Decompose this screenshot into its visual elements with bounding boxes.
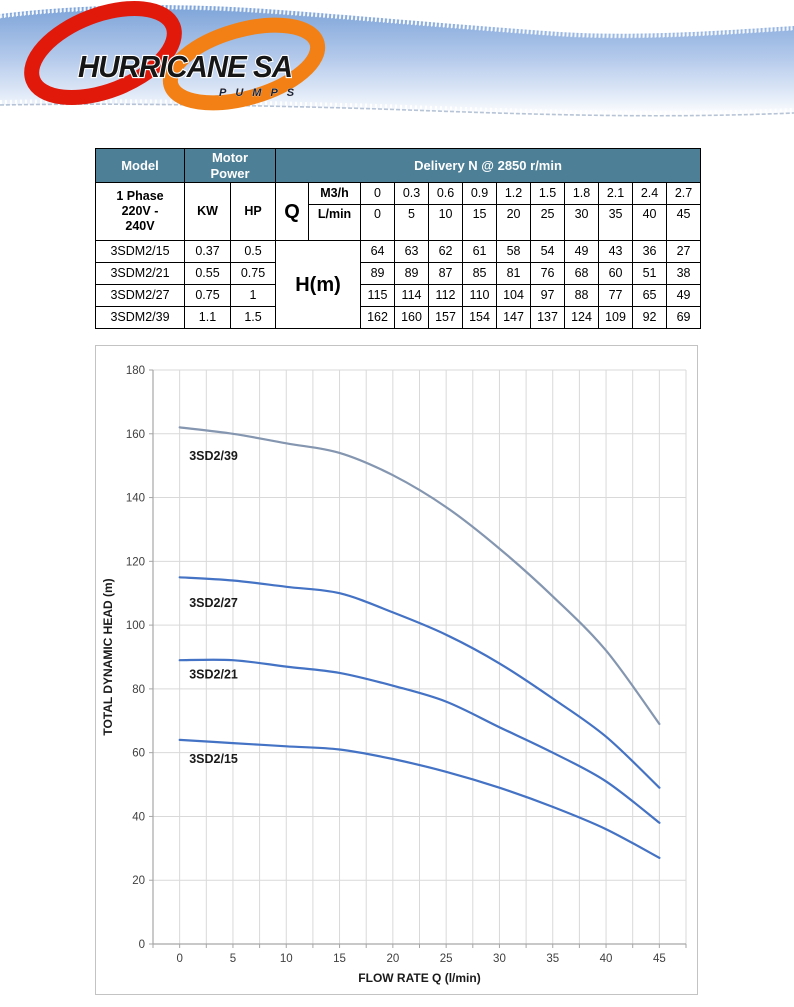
x-tick-label: 5 bbox=[229, 953, 237, 965]
lmin-value-cell: 0 bbox=[361, 205, 395, 241]
y-tick-label: 80 bbox=[132, 683, 145, 696]
head-value-cell: 51 bbox=[633, 263, 667, 285]
x-tick-label: 30 bbox=[493, 953, 506, 965]
m3h-value-cell: 1.8 bbox=[565, 183, 599, 205]
hp-cell: 1 bbox=[231, 285, 276, 307]
hp-cell: 0.75 bbox=[231, 263, 276, 285]
header-m3h: M3/h bbox=[309, 183, 361, 205]
kw-cell: 0.75 bbox=[185, 285, 231, 307]
lmin-value-cell: 5 bbox=[395, 205, 429, 241]
head-value-cell: 58 bbox=[497, 241, 531, 263]
header-q: Q bbox=[276, 183, 309, 241]
x-tick-label: 10 bbox=[279, 953, 293, 965]
header-phase-line: 240V bbox=[125, 219, 155, 233]
head-value-cell: 109 bbox=[599, 307, 633, 329]
pump-curves-chart bbox=[95, 345, 698, 995]
head-value-cell: 68 bbox=[565, 263, 599, 285]
head-value-cell: 88 bbox=[565, 285, 599, 307]
head-value-cell: 54 bbox=[531, 241, 565, 263]
m3h-value-cell: 2.4 bbox=[633, 183, 667, 205]
model-cell: 3SDM2/39 bbox=[96, 307, 185, 329]
head-value-cell: 62 bbox=[429, 241, 463, 263]
brand-banner bbox=[0, 0, 794, 125]
head-value-cell: 97 bbox=[531, 285, 565, 307]
pump-spec-table bbox=[95, 148, 701, 329]
head-value-cell: 110 bbox=[463, 285, 497, 307]
lmin-value-cell: 10 bbox=[429, 205, 463, 241]
head-value-cell: 49 bbox=[667, 285, 701, 307]
head-value-cell: 76 bbox=[531, 263, 565, 285]
header-lmin: L/min bbox=[309, 205, 361, 241]
header-phase-line: 220V - bbox=[121, 204, 159, 218]
head-value-cell: 49 bbox=[565, 241, 599, 263]
head-value-cell: 85 bbox=[463, 263, 497, 285]
lmin-value-cell: 35 bbox=[599, 205, 633, 241]
x-tick-label: 20 bbox=[386, 953, 400, 965]
lmin-value-cell: 20 bbox=[497, 205, 531, 241]
lmin-value-cell: 45 bbox=[667, 205, 701, 241]
head-value-cell: 89 bbox=[395, 263, 429, 285]
x-tick-label: 40 bbox=[599, 953, 613, 965]
series-label-3SD2/21: 3SD2/21 bbox=[189, 667, 238, 682]
brand-banner-graphic bbox=[0, 0, 794, 125]
head-value-cell: 38 bbox=[667, 263, 701, 285]
head-value-cell: 43 bbox=[599, 241, 633, 263]
brand-name: HURRICANE SA bbox=[78, 49, 292, 84]
model-cell: 3SDM2/27 bbox=[96, 285, 185, 307]
head-value-cell: 104 bbox=[497, 285, 531, 307]
m3h-value-cell: 1.5 bbox=[531, 183, 565, 205]
model-cell: 3SDM2/21 bbox=[96, 263, 185, 285]
hp-cell: 1.5 bbox=[231, 307, 276, 329]
lmin-value-cell: 15 bbox=[463, 205, 497, 241]
head-value-cell: 87 bbox=[429, 263, 463, 285]
head-value-cell: 63 bbox=[395, 241, 429, 263]
head-value-cell: 114 bbox=[395, 285, 429, 307]
lmin-value-cell: 30 bbox=[565, 205, 599, 241]
head-value-cell: 137 bbox=[531, 307, 565, 329]
y-tick-label: 180 bbox=[125, 365, 145, 377]
brand-subtitle: PUMPS bbox=[219, 87, 304, 99]
series-label-3SD2/39: 3SD2/39 bbox=[189, 449, 238, 464]
head-value-cell: 160 bbox=[395, 307, 429, 329]
head-value-cell: 61 bbox=[463, 241, 497, 263]
table-row bbox=[96, 285, 701, 307]
m3h-value-cell: 2.7 bbox=[667, 183, 701, 205]
head-value-cell: 81 bbox=[497, 263, 531, 285]
head-value-cell: 157 bbox=[429, 307, 463, 329]
m3h-value-cell: 0.9 bbox=[463, 183, 497, 205]
head-value-cell: 65 bbox=[633, 285, 667, 307]
head-value-cell: 124 bbox=[565, 307, 599, 329]
m3h-value-cell: 0.6 bbox=[429, 183, 463, 205]
m3h-value-cell: 1.2 bbox=[497, 183, 531, 205]
x-tick-label: 0 bbox=[176, 953, 183, 965]
m3h-value-cell: 2.1 bbox=[599, 183, 633, 205]
header-motor-power-line: Motor bbox=[211, 149, 249, 165]
head-value-cell: 154 bbox=[463, 307, 497, 329]
table-row bbox=[96, 263, 701, 285]
head-value-cell: 64 bbox=[361, 241, 395, 263]
header-model: Model bbox=[96, 149, 185, 183]
lmin-value-cell: 25 bbox=[531, 205, 565, 241]
m3h-value-cell: 0.3 bbox=[395, 183, 429, 205]
y-tick-label: 140 bbox=[125, 492, 145, 505]
x-tick-label: 35 bbox=[546, 953, 560, 965]
hp-cell: 0.5 bbox=[231, 241, 276, 263]
x-tick-label: 15 bbox=[333, 953, 346, 965]
y-tick-label: 20 bbox=[132, 875, 145, 888]
y-tick-label: 0 bbox=[138, 939, 145, 951]
header-kw: KW bbox=[185, 183, 231, 241]
header-phase bbox=[96, 183, 185, 241]
y-tick-label: 120 bbox=[125, 556, 145, 569]
head-value-cell: 92 bbox=[633, 307, 667, 329]
head-value-cell: 112 bbox=[429, 285, 463, 307]
y-tick-label: 160 bbox=[125, 428, 145, 441]
x-axis-title: FLOW RATE Q (l/min) bbox=[358, 971, 481, 985]
y-tick-label: 60 bbox=[132, 747, 145, 760]
header-phase-line: 1 Phase bbox=[116, 189, 164, 203]
x-tick-label: 25 bbox=[439, 953, 453, 965]
table-row bbox=[96, 241, 701, 263]
head-value-cell: 36 bbox=[633, 241, 667, 263]
header-hp: HP bbox=[231, 183, 276, 241]
y-tick-label: 40 bbox=[132, 811, 145, 824]
header-motor-power bbox=[185, 149, 276, 183]
lmin-value-cell: 40 bbox=[633, 205, 667, 241]
series-label-3SD2/15: 3SD2/15 bbox=[189, 752, 238, 767]
chart-canvas bbox=[96, 346, 697, 994]
header-hm: H(m) bbox=[276, 241, 361, 329]
head-value-cell: 69 bbox=[667, 307, 701, 329]
head-value-cell: 77 bbox=[599, 285, 633, 307]
kw-cell: 0.37 bbox=[185, 241, 231, 263]
head-value-cell: 115 bbox=[361, 285, 395, 307]
kw-cell: 0.55 bbox=[185, 263, 231, 285]
head-value-cell: 147 bbox=[497, 307, 531, 329]
series-label-3SD2/27: 3SD2/27 bbox=[189, 595, 238, 610]
head-value-cell: 162 bbox=[361, 307, 395, 329]
kw-cell: 1.1 bbox=[185, 307, 231, 329]
y-axis-title: TOTAL DYNAMIC HEAD (m) bbox=[101, 578, 115, 736]
header-motor-power-line: Power bbox=[210, 165, 250, 181]
y-tick-label: 100 bbox=[125, 620, 145, 633]
model-cell: 3SDM2/15 bbox=[96, 241, 185, 263]
head-value-cell: 89 bbox=[361, 263, 395, 285]
m3h-value-cell: 0 bbox=[361, 183, 395, 205]
head-value-cell: 60 bbox=[599, 263, 633, 285]
head-value-cell: 27 bbox=[667, 241, 701, 263]
header-delivery: Delivery N @ 2850 r/min bbox=[276, 149, 701, 183]
x-tick-label: 45 bbox=[652, 953, 666, 965]
table-row bbox=[96, 307, 701, 329]
